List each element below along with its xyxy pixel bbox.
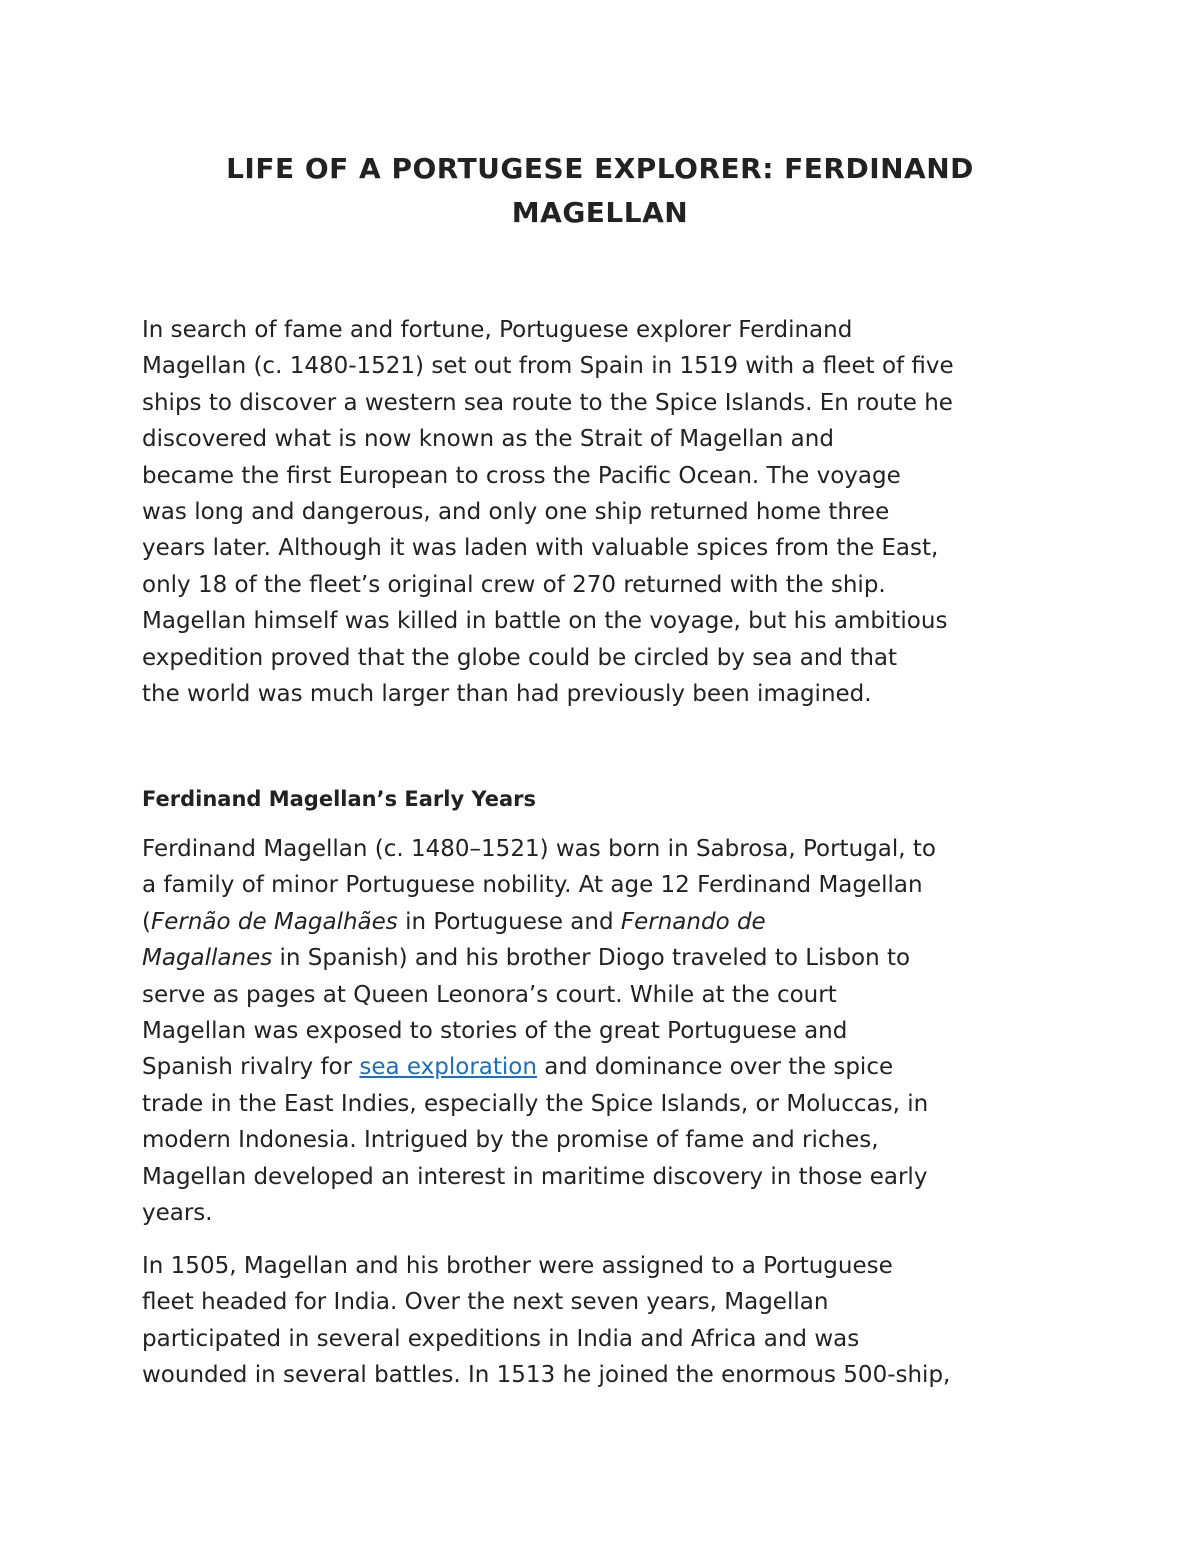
intro-line: was long and dangerous, and only one ship returned home three [142,498,890,525]
paragraph-line: In 1505, Magellan and his brother were assigned to a Portuguese [142,1253,893,1279]
paragraph-line: trade in the East Indies, especially the Spice Islands, or Moluccas, in [142,1090,929,1117]
intro-line: In search of fame and fortune, Portuguese explorer Ferdinand [142,317,853,343]
intro-line: ships to discover a western sea route to the Spice Islands. En route he [142,389,953,416]
paragraph-line: participated in several expeditions in India and Africa and was [142,1325,860,1352]
paragraph-line: Magellan was exposed to stories of the great Portuguese and [142,1017,848,1044]
paragraph-line: serve as pages at Queen Leonora’s court. While at the court [142,981,837,1008]
document-title [140,147,1060,235]
paragraph-line: years. [142,1199,213,1226]
paragraph-line: fleet headed for India. Over the next seven years, Magellan [142,1289,829,1316]
paragraph-line: wounded in several battles. In 1513 he joined the enormous 500-ship, [142,1362,951,1389]
paragraph-line [142,940,1072,976]
early-years-paragraph-2 [142,1248,1072,1394]
paragraph-line [142,1049,1072,1085]
text-run: in Portuguese and [397,908,621,935]
intro-line: the world was much larger than had previously been imagined. [142,680,872,707]
text-run: Spanish rivalry for [142,1054,360,1081]
intro-paragraph [142,312,1072,712]
text-run: and dominance over the spice [536,1054,894,1081]
spanish-name-part-2: Magallanes [142,945,273,972]
sea-exploration-link[interactable]: sea exploration [359,1054,537,1081]
text-run: ( [142,908,151,935]
paragraph-line [142,904,1072,940]
intro-line: Magellan (c. 1480-1521) set out from Spain in 1519 with a fleet of five [142,353,954,380]
section-heading: Ferdinand Magellan’s Early Years [142,787,537,811]
intro-line: years later. Although it was laden with valuable spices from the East, [142,535,939,562]
intro-line: only 18 of the fleet’s original crew of 270 returned with the ship. [142,571,886,598]
paragraph-line: a family of minor Portuguese nobility. At age 12 Ferdinand Magellan [142,872,923,899]
title-line-2: MAGELLAN [511,196,689,229]
early-years-paragraph-1 [142,831,1072,1231]
paragraph-line: Magellan developed an interest in maritime discovery in those early [142,1163,928,1190]
text-run: in Spanish) and his brother Diogo traveled to Lisbon to [272,945,911,972]
title-line-1: LIFE OF A PORTUGESE EXPLORER: FERDINAND [226,152,974,185]
intro-line: Magellan himself was killed in battle on the voyage, but his ambitious [142,608,948,635]
intro-line: discovered what is now known as the Strait of Magellan and [142,426,834,453]
paragraph-line: modern Indonesia. Intrigued by the promise of fame and riches, [142,1127,879,1154]
intro-line: became the first European to cross the Pacific Ocean. The voyage [142,462,901,489]
spanish-name-part-1: Fernando de [620,908,766,935]
paragraph-line: Ferdinand Magellan (c. 1480–1521) was born in Sabrosa, Portugal, to [142,836,936,862]
portuguese-name: Fernão de Magalhães [150,908,398,935]
intro-line: expedition proved that the globe could be circled by sea and that [142,644,898,671]
